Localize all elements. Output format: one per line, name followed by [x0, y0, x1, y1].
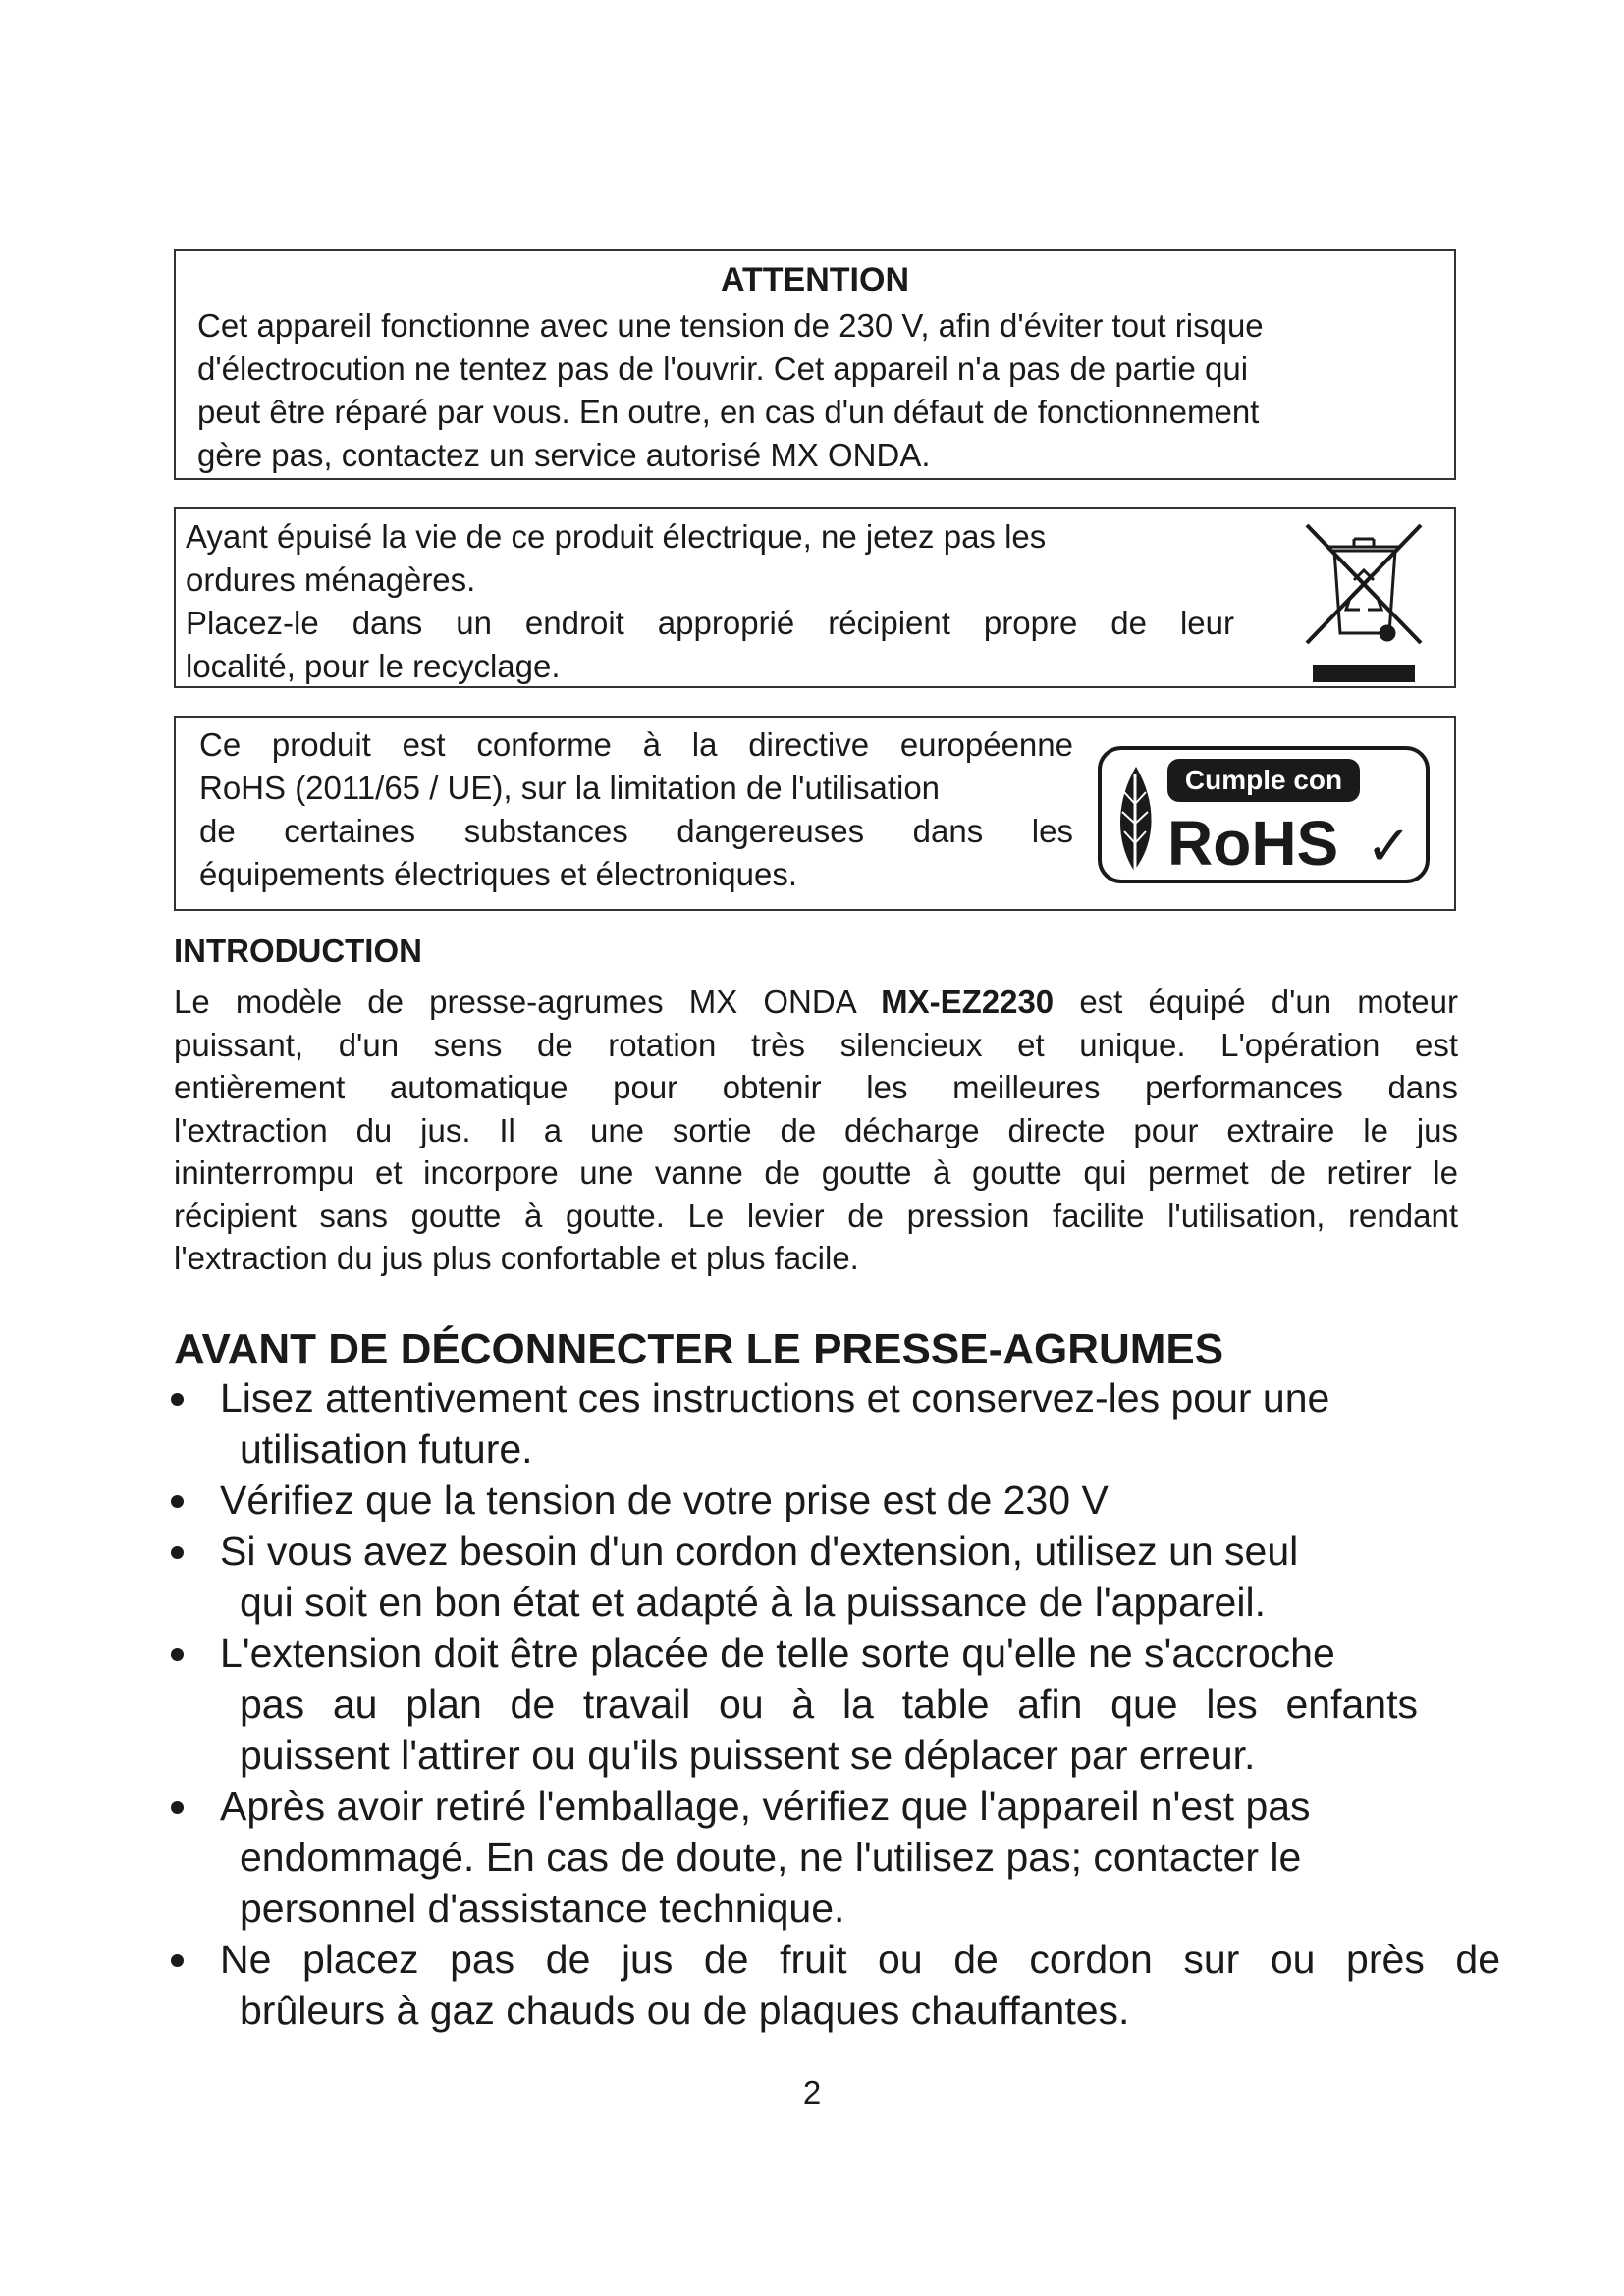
weee-text	[186, 515, 1403, 688]
bullet-icon	[171, 1495, 184, 1508]
intro-line	[174, 981, 1458, 1024]
rohs-logo-main-text: RoHS	[1167, 808, 1339, 879]
intro-line: l'extraction du jus plus confortable et plus facile.	[174, 1240, 859, 1276]
bullet-line: Lisez attentivement ces instructions et conservez-les pour une	[220, 1375, 1330, 1420]
rohs-compliance-box	[174, 716, 1456, 911]
bullet-line: Ne placez pas de jus de fruit ou de cordon sur ou près de	[220, 1937, 1500, 1982]
list-item	[167, 1781, 1502, 1934]
weee-line: localité, pour le recyclage.	[186, 648, 561, 684]
attention-box	[174, 249, 1456, 480]
attention-line: peut être réparé par vous. En outre, en cas d'un défaut de fonctionnement	[197, 394, 1260, 430]
rohs-logo-top-text: Cumple con	[1184, 765, 1343, 795]
intro-line: entièrement automatique pour obtenir les meilleures performances dans	[174, 1069, 1458, 1105]
bullet-icon	[171, 1801, 184, 1814]
bullet-line: Après avoir retiré l'emballage, vérifiez que l'appareil n'est pas	[220, 1784, 1311, 1829]
bullet-line: brûleurs à gaz chauds ou de plaques chauffantes.	[240, 1988, 1130, 2033]
check-icon: ✓	[1366, 815, 1412, 879]
instruction-list	[167, 1372, 1502, 2036]
bullet-line: L'extension doit être placée de telle sorte qu'elle ne s'accroche	[220, 1630, 1335, 1676]
rohs-line: de certaines substances dangereuses dans les	[199, 813, 1073, 849]
page-number: 2	[802, 2074, 822, 2110]
introduction-heading: INTRODUCTION	[174, 933, 422, 969]
section-heading: AVANT DE DÉCONNECTER LE PRESSE-AGRUMES	[174, 1325, 1224, 1373]
bullet-line: Si vous avez besoin d'un cordon d'extension, utilisez un seul	[220, 1528, 1299, 1574]
weee-line: Placez-le dans un endroit approprié récipient propre de leur	[186, 605, 1234, 641]
rohs-logo	[1097, 745, 1431, 884]
list-item	[167, 1628, 1502, 1781]
intro-line: récipient sans goutte à goutte. Le levier de pression facilite l'utilisation, rendant	[174, 1197, 1458, 1234]
rohs-line: équipements électriques et électroniques.	[199, 856, 798, 892]
weee-disposal-box	[174, 507, 1456, 688]
rohs-text	[199, 723, 1073, 896]
attention-title: ATTENTION	[720, 261, 909, 298]
bullet-line: pas au plan de travail ou à la table afin que les enfants	[240, 1682, 1418, 1727]
bullet-icon	[171, 1546, 184, 1559]
rohs-line: RoHS (2011/65 / UE), sur la limitation de l'utilisation	[199, 770, 941, 806]
list-item	[167, 1372, 1502, 1474]
bullet-line: utilisation future.	[240, 1426, 533, 1471]
list-item	[167, 1934, 1502, 2036]
introduction-text	[174, 981, 1458, 1280]
list-item	[167, 1474, 1502, 1525]
attention-line: gère pas, contactez un service autorisé MX ONDA.	[197, 437, 931, 473]
intro-line: l'extraction du jus. Il a une sortie de décharge directe pour extraire le jus	[174, 1111, 1458, 1148]
bullet-line: qui soit en bon état et adapté à la puissance de l'appareil.	[240, 1579, 1266, 1625]
attention-line: Cet appareil fonctionne avec une tension de 230 V, afin d'éviter tout risque	[197, 307, 1264, 344]
weee-line: Ayant épuisé la vie de ce produit électrique, ne jetez pas les	[186, 518, 1047, 555]
attention-text	[197, 304, 1417, 477]
weee-line: ordures ménagères.	[186, 561, 476, 598]
crossed-out-wheelie-bin-icon	[1299, 517, 1429, 686]
model-number: MX-EZ2230	[881, 984, 1055, 1020]
bullet-icon	[171, 1954, 184, 1967]
bullet-line: Vérifiez que la tension de votre prise est de 230 V	[220, 1477, 1109, 1522]
rohs-line: Ce produit est conforme à la directive européenne	[199, 726, 1073, 763]
bullet-line: endommagé. En cas de doute, ne l'utilisez pas; contacter le	[240, 1835, 1302, 1880]
intro-line: ininterrompu et incorpore une vanne de goutte à goutte qui permet de retirer le	[174, 1154, 1458, 1191]
intro-line1-post: est équipé d'un moteur	[1054, 984, 1458, 1020]
intro-line1-pre: Le modèle de presse-agrumes MX ONDA	[174, 984, 882, 1020]
bullet-line: personnel d'assistance technique.	[240, 1886, 845, 1931]
list-item	[167, 1525, 1502, 1628]
bullet-icon	[171, 1648, 184, 1661]
attention-line: d'électrocution ne tentez pas de l'ouvrir. Cet appareil n'a pas de partie qui	[197, 350, 1249, 387]
intro-line: puissant, d'un sens de rotation très silencieux et unique. L'opération est	[174, 1026, 1458, 1063]
bullet-line: puissent l'attirer ou qu'ils puissent se déplacer par erreur.	[240, 1733, 1256, 1778]
bullet-icon	[171, 1393, 184, 1406]
